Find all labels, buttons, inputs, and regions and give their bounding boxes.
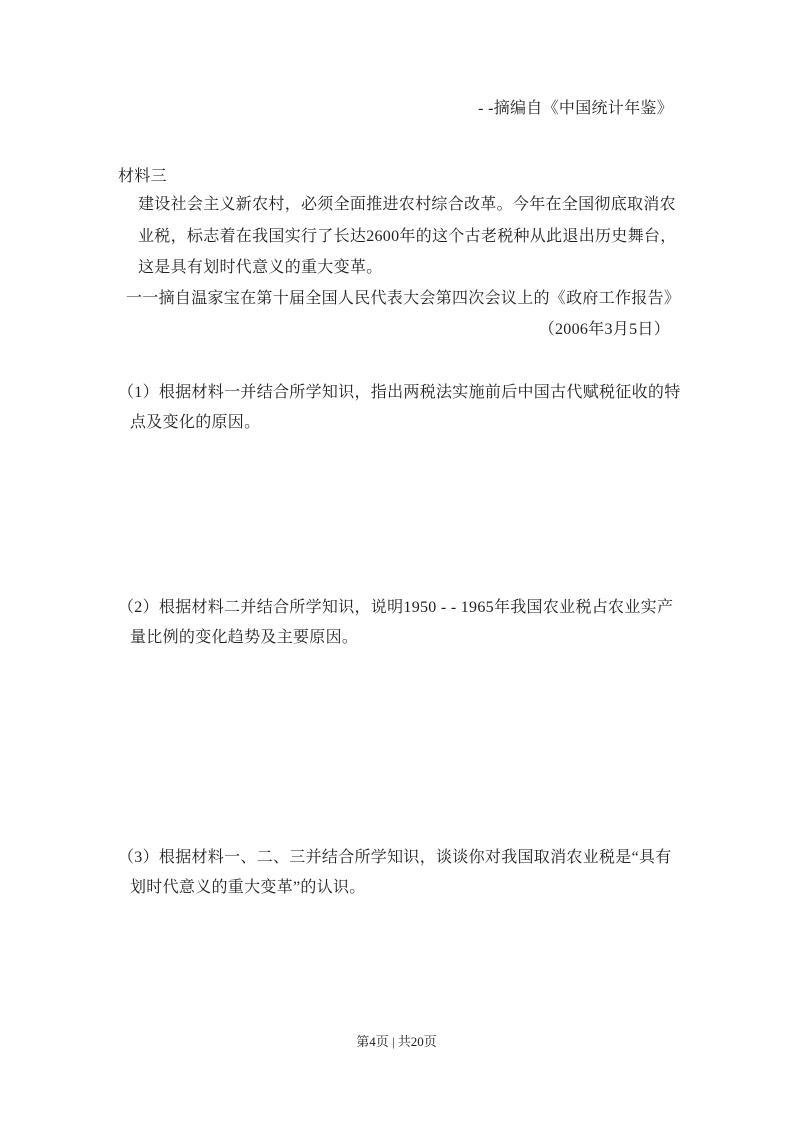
question-1-line-1: （1）根据材料一并结合所学知识，指出两税法实施前后中国古代赋税征收的特 — [118, 384, 681, 401]
question-2-line-1: （2）根据材料二并结合所学知识，说明1950 - - 1965年我国农业税占农业实产 — [118, 599, 674, 616]
material-three-paragraph-line-1: 建设社会主义新农村，必须全面推进农村综合改革。今年在全国彻底取消农 — [138, 196, 676, 213]
material-three-paragraph-line-2: 业税，标志着在我国实行了长达2600年的这个古老税种从此退出历史舞台， — [138, 228, 677, 245]
question-1-line-2: 点及变化的原因。 — [130, 414, 261, 431]
citation-yearbook: - -摘编自《中国统计年鉴》 — [478, 100, 673, 117]
material-three-heading: 材料三 — [118, 168, 167, 185]
question-3-line-1: （3）根据材料一、二、三并结合所学知识，谈谈你对我国取消农业税是“具有 — [118, 849, 672, 866]
citation-date: （2006年3月5日） — [538, 321, 670, 338]
question-2-line-2: 量比例的变化趋势及主要原因。 — [130, 629, 359, 646]
page-number-indicator: 第4页 | 共20页 — [356, 1034, 437, 1049]
material-three-paragraph-line-3: 这是具有划时代意义的重大变革。 — [138, 259, 383, 276]
question-3-line-2: 划时代意义的重大变革”的认识。 — [130, 879, 366, 896]
government-report-citation: 一一摘自温家宝在第十届全国人民代表大会第四次会议上的《政府工作报告》 — [126, 290, 681, 307]
